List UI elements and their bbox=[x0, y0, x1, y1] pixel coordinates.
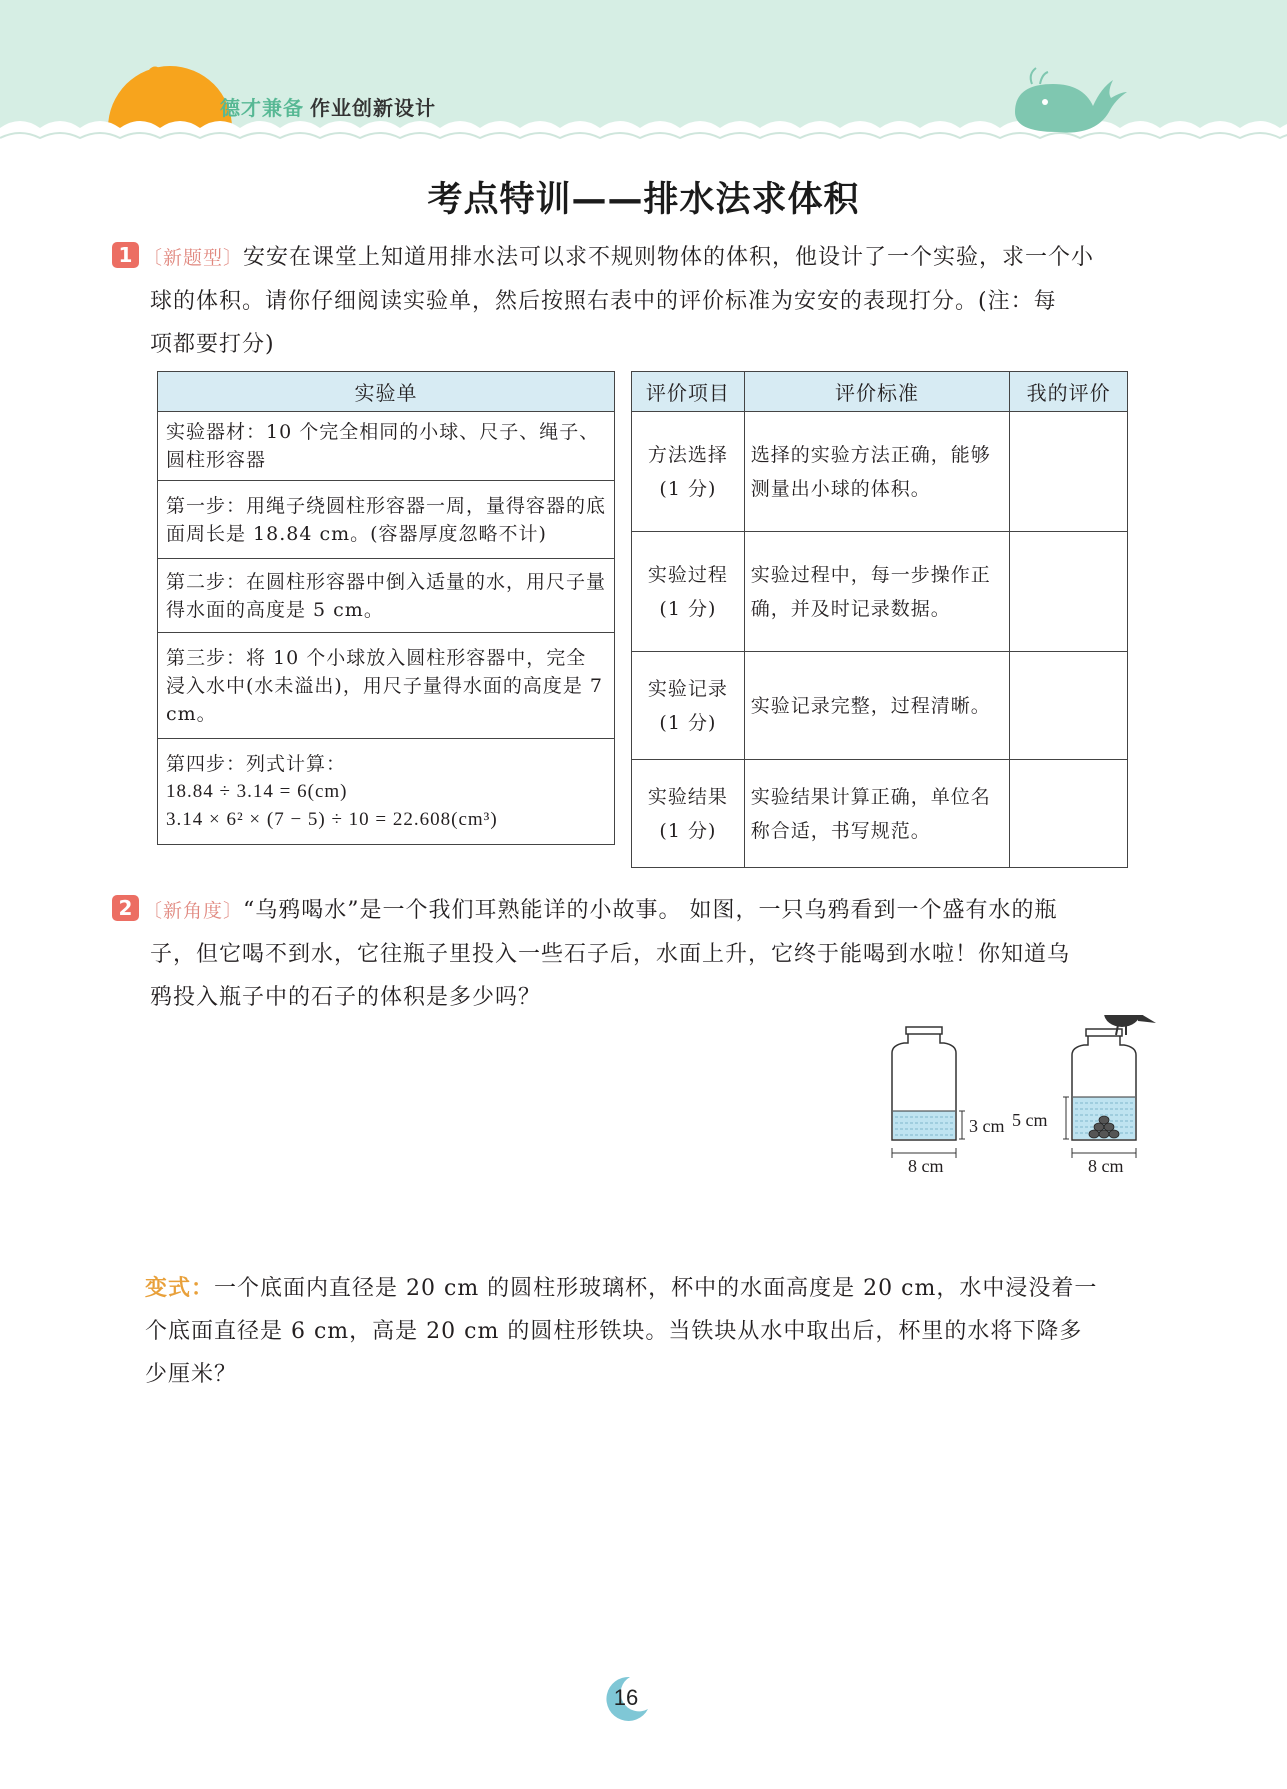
eval-row bbox=[632, 760, 1128, 868]
question-text: “乌鸦喝水”是一个我们耳熟能详的小故事。 如图，一只乌鸦看到一个盛有水的瓶 bbox=[243, 898, 1058, 923]
eval-score: (1 分) bbox=[659, 819, 717, 842]
variant-text: 一个底面内直径是 20 cm 的圆柱形玻璃杯，杯中的水面高度是 20 cm，水中浸没着一 bbox=[214, 1276, 1098, 1301]
step4-formula-2: 3.14 × 6² × (7 − 5) ÷ 10 = 22.608(cm³) bbox=[166, 808, 498, 830]
experiment-row: 第一步：用绳子绕圆柱形容器一周，量得容器的底面周长是 18.84 cm。(容器厚度忽略不计) bbox=[158, 481, 615, 559]
variant-line1 bbox=[145, 1267, 1145, 1310]
bottle1-width-label: 8 cm bbox=[908, 1156, 944, 1176]
eval-my-eval-cell[interactable] bbox=[1010, 532, 1128, 652]
page-header bbox=[0, 0, 1287, 160]
eval-my-eval-cell[interactable] bbox=[1010, 760, 1128, 868]
crow-bottle-figure bbox=[870, 1015, 1160, 1185]
experiment-step4 bbox=[158, 739, 615, 845]
eval-item-cell bbox=[632, 652, 745, 760]
eval-row bbox=[632, 412, 1128, 532]
eval-score: (1 分) bbox=[659, 477, 717, 500]
bottle-icon bbox=[892, 1027, 956, 1140]
question-number-badge: 1 bbox=[112, 242, 139, 268]
eval-item-cell bbox=[632, 412, 745, 532]
variant-line3: 少厘米？ bbox=[145, 1362, 238, 1387]
eval-item-cell bbox=[632, 532, 745, 652]
question-tag: 〔新题型〕 bbox=[143, 247, 244, 269]
bottle1-height-label: 3 cm bbox=[969, 1116, 1005, 1136]
eval-row bbox=[632, 532, 1128, 652]
step4-formula-1: 18.84 ÷ 3.14 = 6(cm) bbox=[166, 780, 348, 802]
question-number-badge: 2 bbox=[112, 895, 139, 921]
eval-standard: 实验结果计算正确，单位名称合适，书写规范。 bbox=[744, 760, 1009, 868]
experiment-row: 第三步：将 10 个小球放入圆柱形容器中，完全浸入水中(水未溢出)，用尺子量得水面的高度是 7 cm。 bbox=[158, 633, 615, 739]
eval-header-my-eval: 我的评价 bbox=[1010, 372, 1128, 412]
eval-header-item: 评价项目 bbox=[632, 372, 745, 412]
question-1-line2: 球的体积。请你仔细阅读实验单，然后按照右表中的评价标准为安安的表现打分。(注：每 bbox=[150, 289, 1057, 314]
question-2 bbox=[112, 889, 1152, 1019]
variant-line2: 个底面直径是 6 cm，高是 20 cm 的圆柱形铁块。当铁块从水中取出后，杯里的水将下降多 bbox=[145, 1319, 1083, 1344]
question-1-line1 bbox=[112, 236, 1152, 280]
page-number bbox=[600, 1673, 652, 1725]
experiment-sheet-header: 实验单 bbox=[158, 372, 615, 412]
experiment-row: 第二步：在圆柱形容器中倒入适量的水，用尺子量得水面的高度是 5 cm。 bbox=[158, 559, 615, 633]
bottle2-height-label: 5 cm bbox=[1012, 1110, 1048, 1130]
eval-row bbox=[632, 652, 1128, 760]
evaluation-table bbox=[631, 371, 1128, 868]
eval-my-eval-cell[interactable] bbox=[1010, 412, 1128, 532]
eval-standard: 选择的实验方法正确，能够测量出小球的体积。 bbox=[744, 412, 1009, 532]
question-text: 安安在课堂上知道用排水法可以求不规则物体的体积，他设计了一个实验，求一个小 bbox=[243, 245, 1095, 270]
question-2-line1 bbox=[112, 889, 1152, 933]
question-2-line3: 鸦投入瓶子中的石子的体积是多少吗？ bbox=[150, 985, 542, 1010]
eval-standard: 实验过程中，每一步操作正确，并及时记录数据。 bbox=[744, 532, 1009, 652]
header-decoration bbox=[0, 0, 1287, 160]
eval-score: (1 分) bbox=[659, 711, 717, 734]
variant-question bbox=[145, 1267, 1145, 1396]
brand-part2: 作业创新设计 bbox=[310, 96, 436, 120]
brand-part1: 德才兼备 bbox=[220, 96, 304, 120]
bottle2-width-label: 8 cm bbox=[1088, 1156, 1124, 1176]
variant-label: 变式： bbox=[145, 1276, 215, 1301]
eval-score: (1 分) bbox=[659, 597, 717, 620]
eval-my-eval-cell[interactable] bbox=[1010, 652, 1128, 760]
question-2-line2: 子，但它喝不到水，它往瓶子里投入一些石子后，水面上升，它终于能喝到水啦！你知道乌 bbox=[150, 942, 1071, 967]
eval-header-standard: 评价标准 bbox=[744, 372, 1009, 412]
page-title: 考点特训——排水法求体积 bbox=[427, 180, 860, 220]
step4-title: 第四步：列式计算： bbox=[166, 752, 347, 775]
eval-item: 方法选择 bbox=[647, 443, 728, 466]
question-1-line3: 项都要打分) bbox=[150, 332, 275, 357]
brand-title bbox=[220, 92, 436, 121]
eval-item: 实验结果 bbox=[647, 785, 728, 808]
eval-standard: 实验记录完整，过程清晰。 bbox=[744, 652, 1009, 760]
eval-item: 实验过程 bbox=[647, 563, 728, 586]
eval-item: 实验记录 bbox=[647, 677, 728, 700]
eval-item-cell bbox=[632, 760, 745, 868]
page-number-text: 16 bbox=[613, 1685, 639, 1710]
question-1 bbox=[112, 236, 1152, 366]
question-tag: 〔新角度〕 bbox=[143, 900, 244, 922]
experiment-sheet-table bbox=[157, 371, 615, 845]
experiment-row: 实验器材：10 个完全相同的小球、尺子、绳子、圆柱形容器 bbox=[158, 412, 615, 481]
